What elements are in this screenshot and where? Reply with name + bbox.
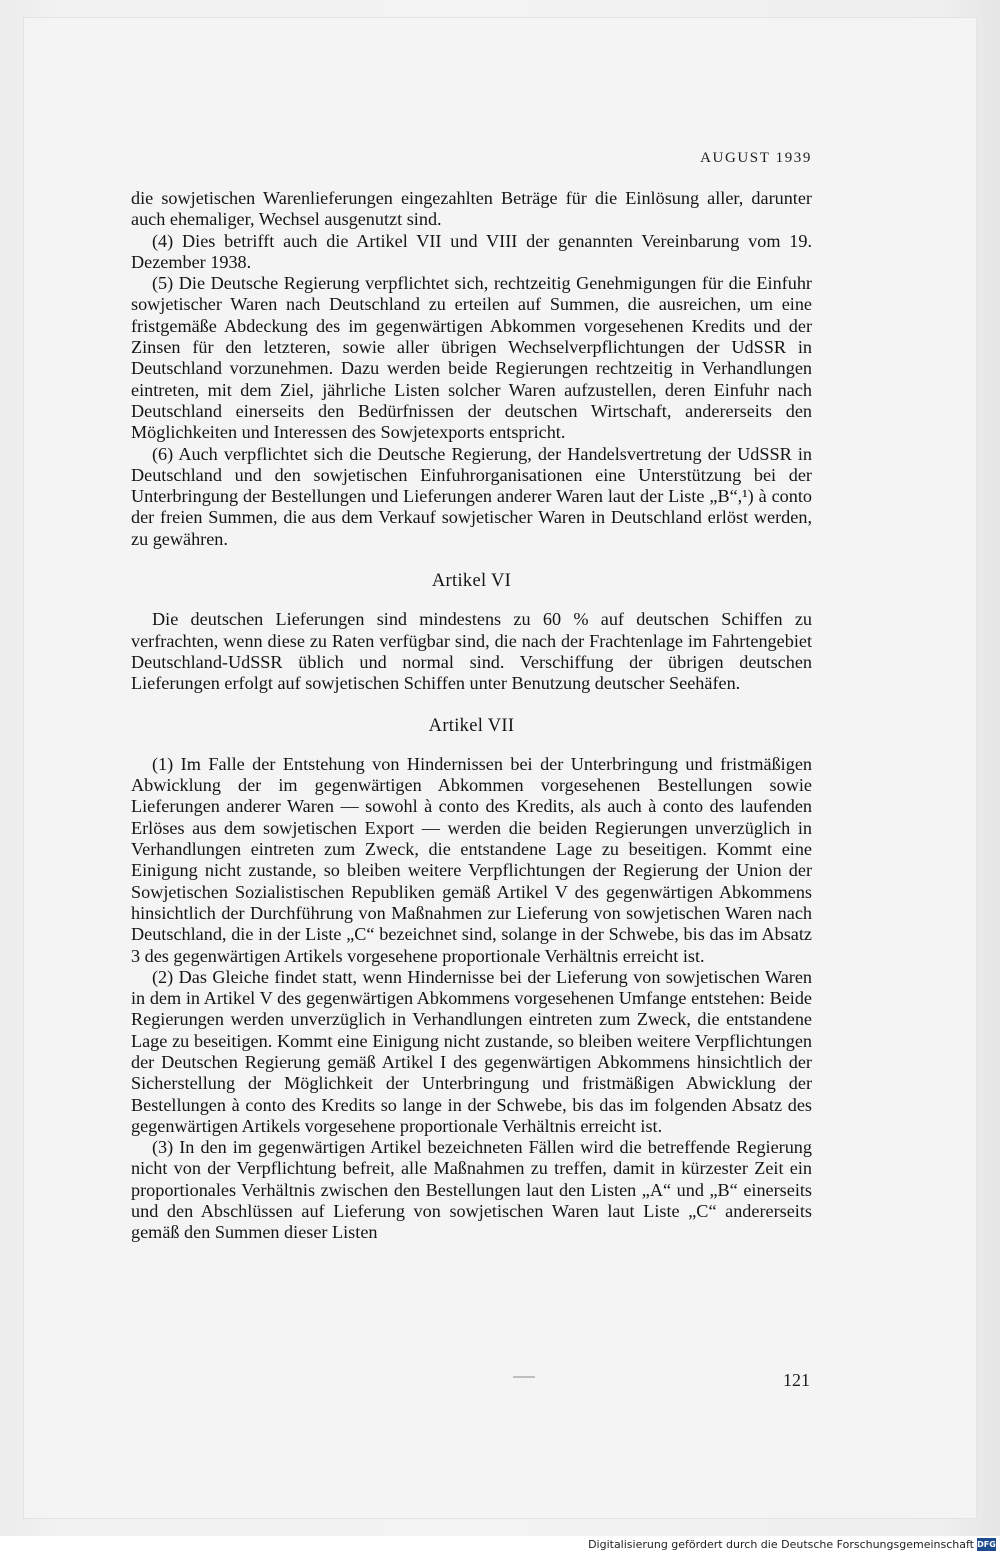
paragraph: (1) Im Falle der Entstehung von Hindernissen bei der Unterbringung und fristmäßigen Abwicklung der im gegenwärtigen Abkommen vorgesehenen Bestellungen sowie Lieferungen anderer Waren — sowohl à conto des Kredits, als auch à conto des laufenden Erlöses aus dem sowjetischen Export — werden die beiden Regierungen unverzüglich in Verhandlungen eintreten zum Zweck, die entstandene Lage zu beseitigen. Kommt eine Einigung nicht zustande, so bleiben weitere Verpflichtungen der Regierung der Union der Sowjetischen Sozialistischen Republiken gemäß Artikel V des gegenwärtigen Abkommens hinsichtlich der Durchführung von Maßnahmen zur Lieferung von sowjetischen Waren nach Deutschland, die in der Liste „C“ bezeichnet sind, solange in der Schwebe, bis das im Absatz 3 des gegenwärtigen Artikels vorgesehene proportionale Verhältnis erreicht ist.	[131, 753, 812, 966]
paragraph: (5) Die Deutsche Regierung verpflichtet sich, rechtzeitig Genehmigungen für die Einfuhr sowjetischer Waren nach Deutschland zu erteilen auf Summen, die ausreichen, um eine fristgemäße Abdeckung des im gegenwärtigen Abkommen vorgesehenen Kredits und der Zinsen für den letzteren, sowie aller übrigen Wechselverpflichtungen der UdSSR in Deutschland vorzunehmen. Dazu werden beide Regierungen rechtzeitig in Verhandlungen eintreten, mit dem Ziel, jährliche Listen solcher Waren aufzustellen, deren Einfuhr nach Deutschland einerseits den Bedürfnissen der deutschen Wirtschaft, andererseits den Möglichkeiten und Interessen des Sowjetexports entspricht.	[131, 273, 812, 443]
running-head: AUGUST 1939	[700, 150, 812, 166]
paragraph: (2) Das Gleiche findet statt, wenn Hindernisse bei der Lieferung von sowjetischen Waren in dem in Artikel V des gegenwärtigen Abkommens vorgesehenen Umfange entstehen: Beide Regierungen werden unverzüglich in Verhandlungen eintreten zum Zweck, die entstandene Lage zu beseitigen. Kommt eine Einigung nicht zustande, so bleiben weitere Verpflichtungen der Deutschen Regierung gemäß Artikel I des gegenwärtigen Abkommens hinsichtlich der Sicherstellung der Möglichkeit der Unterbringung und fristmäßigen Abwicklung der Bestellungen à conto des Kredits so lange in der Schwebe, bis das im folgenden Absatz des gegenwärtigen Artikels vorgesehene proportionale Verhältnis erreicht ist.	[131, 966, 812, 1136]
paragraph: (6) Auch verpflichtet sich die Deutsche Regierung, der Handelsvertretung der UdSSR in Deutschland und den sowjetischen Einfuhrorganisationen eine Unterstützung bei der Unterbringung der Bestellungen und Lieferungen anderer Waren laut der Liste „B“,¹) à conto der freien Summen, die aus dem Verkauf sowjetischer Waren in Deutschland erlöst werden, zu gewähren.	[131, 443, 812, 549]
scan-mark	[513, 1376, 535, 1378]
paragraph: (4) Dies betrifft auch die Artikel VII und VIII der genannten Vereinbarung vom 19. Dezember 1938.	[131, 230, 812, 272]
dfg-logo-icon: DFG	[977, 1540, 996, 1549]
funding-credit: Digitalisierung gefördert durch die Deutsche Forschungsgemeinschaft	[588, 1538, 974, 1551]
paragraph: (3) In den im gegenwärtigen Artikel bezeichneten Fällen wird die betreffende Regierung nicht von der Verpflichtung befreit, alle Maßnahmen zu treffen, damit in kürzester Zeit ein proportionales Verhältnis zwischen den Bestellungen laut den Listen „A“ und „B“ einerseits und den Abschlüssen auf Lieferung von sowjetischen Waren laut Liste „C“ andererseits gemäß den Summen dieser Listen	[131, 1137, 812, 1243]
paragraph: die sowjetischen Warenlieferungen eingezahlten Beträge für die Einlösung aller, darunter auch ehemaliger, Wechsel ausgenutzt sind.	[131, 188, 812, 230]
document-body	[131, 188, 812, 1244]
paragraph: Die deutschen Lieferungen sind mindestens zu 60 % auf deutschen Schiffen zu verfrachten, wenn diese zu Raten verfügbar sind, die nach der Frachtenlage im Fahrtengebiet Deutschland-UdSSR üblich und normal sind. Verschiffung der übrigen deutschen Lieferungen erfolgt auf sowjetischen Schiffen unter Benutzung deutscher Seehäfen.	[131, 609, 812, 694]
page-number: 121	[783, 1370, 810, 1390]
footer-bar	[0, 1536, 1000, 1554]
article-heading: Artikel VI	[431, 571, 512, 592]
article-heading: Artikel VII	[428, 715, 515, 736]
